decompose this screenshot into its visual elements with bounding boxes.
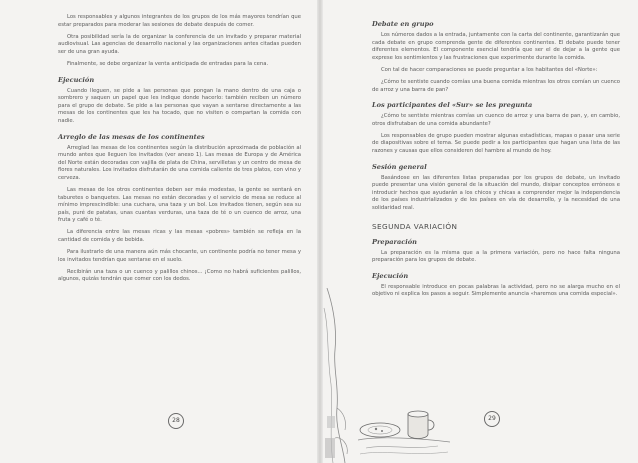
paragraph: Otra posibilidad sería la de organizar la conferencia de un invitado y preparar material audiovisual. Las agencias de desarrollo nacional y las organizaciones antes citadas pueden ser de una gran ayuda.: [58, 33, 301, 55]
paragraph: Los responsables y algunos integrantes de los grupos de los más mayores tendrían que estar preparados para moderar las sesiones de debate después de comer.: [58, 14, 301, 28]
section-heading: Ejecución: [58, 75, 95, 84]
paragraph: Cuando lleguen, se pide a las personas que pongan la mano dentro de una caja o sombrero y saquen un papel que les indique donde hacerlo: también reciben un número para el grupo de debate. Se pide a las personas que vayan a sentarse directamente a las mesas de los continentes que les ha tocado, que no visiten o compartan la comida con nadie.: [58, 87, 301, 124]
paragraph: La diferencia entre las mesas ricas y las mesas «pobres» también se refleja en la cantidad de comida y de bebida.: [58, 229, 301, 244]
paragraph: Finalmente, se debe organizar la venta anticipada de entradas para la cena.: [67, 60, 269, 67]
paragraph: Basándose en las diferentes listas preparadas por los grupos de debate, un invitado puede presentar una visión general de la situación del mundo, disipar conceptos erróneos e introducir hechos que ayudarán a los chicos y chicas a comprender mejor la independencia de los países industrializados y de los países en vía de desarrollo, y la necesidad de una solidaridad real.: [372, 174, 620, 211]
right-text-column: [372, 20, 620, 303]
page-number: 28: [168, 413, 184, 429]
table-dishes-illustration: [358, 400, 450, 458]
paragraph: Para ilustrarlo de una manera aún más chocante, un continente podría no tener mesa y los invitados tendrían que sentarse en el suelo.: [58, 249, 301, 263]
paragraph: Recibirán una taza o un cuenco y palillos chinos... ¡Como no habrá suficientes palillos, algunos, quizás tendrán que comer con los dedos.: [58, 268, 301, 283]
left-text-column: [58, 14, 301, 289]
variation-title: SEGUNDA VARIACIÓN: [372, 221, 458, 231]
paragraph: El responsable introduce en pocas palabras la actividad, pero no se alarga mucho en el objetivo ni explica los pasos a seguir. Simplemente anuncia «haremos una comida especial».: [372, 283, 620, 298]
person-illustration: [323, 288, 353, 463]
paragraph: ¿Cómo te sentiste cuando comías una buena comida mientras los otros comían un cuenco de arroz y una barra de pan?: [372, 78, 620, 93]
section-heading: Arreglo de las mesas de los continentes: [58, 132, 205, 141]
paragraph: Los responsables de grupo pueden mostrar algunas estadísticas, mapas o pasar una serie de diapositivas sobre el tema. Se puede pedir a los participantes que hagan una lista de las razones y causas que ellos consideren del hambre al mundo de hoy.: [372, 132, 620, 155]
page-number: 29: [484, 411, 500, 427]
left-page: [0, 0, 317, 463]
section-heading: Ejecución: [372, 271, 409, 280]
section-heading: Los participantes del «Sur» se les pregunta: [372, 101, 533, 110]
section-heading: Debate en grupo: [372, 20, 434, 28]
section-heading: Preparación: [372, 237, 417, 246]
right-page: [323, 0, 638, 463]
paragraph: Los números dados a la entrada, juntamente con la carta del continente, garantizarán que cada debate en grupo comprenda gente de diferentes continentes. El debate puede tener diferentes elementos. El componente esencial tendría que ser el de dejar a la gente que exprese los sentimientos y las frustraciones que experimente durante la comida.: [372, 32, 620, 61]
paragraph: Con tal de hacer comparaciones se puede preguntar a los habitantes del «Norte»:: [381, 66, 598, 73]
paragraph: ¿Cómo te sentiste mientras comías un cuenco de arroz y una barra de pan, y, en cambio, otros disfrutaban de una comida abundante?: [372, 113, 620, 127]
section-heading: Sesión general: [372, 162, 427, 171]
paragraph: Las mesas de los otros continentes deben ser más modestas, la gente se sentará en taburetes o banquetes. Las mesas no están decoradas y el servicio de mesa se reduce al mínimo imprescindible: una cuchara, una taza y un bol. Los invitados tienen, según sea su país, puré de patatas, unas cuantas verduras, una taza de té o un cuenco de arroz, una fruta y café o té.: [58, 187, 301, 224]
paragraph: La preparación es la misma que a la primera variación, pero no hace falta ninguna preparación para los grupos de debate.: [372, 249, 620, 264]
paragraph: Arreglad las mesas de los continentes según la distribución aproximada de población al mundo antes que lleguen los invitados (ver anexo 1). Las mesas de Europa y de América del Norte están decoradas con vajilla de plata de China, servilletas y un centro de mesa de flores naturales. Los invitados disfrutarán de una comida caliente de tres platos, con vino y cerveza.: [58, 144, 301, 181]
